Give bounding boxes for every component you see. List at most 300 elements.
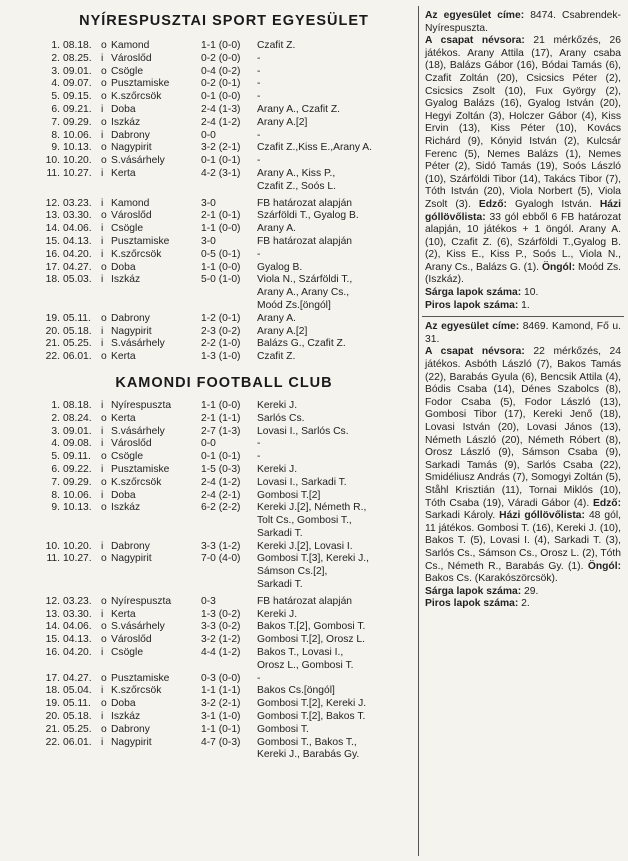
scorer-line: Kereki J. xyxy=(257,463,298,475)
match-scorers xyxy=(257,490,418,503)
match-date: 08.18. xyxy=(63,399,92,411)
match-number: 3. xyxy=(51,425,60,437)
match-number: 18. xyxy=(45,274,60,286)
match-number: 15. xyxy=(45,634,60,646)
match-date: 03.30. xyxy=(63,210,92,222)
match-scorers xyxy=(257,502,418,540)
scorer-line: Gombosi T.[2] xyxy=(257,489,321,501)
team1-title: NYÍRESPUSZTAI SPORT EGYESÜLET xyxy=(79,13,369,29)
match-opponent: Városlőd xyxy=(111,634,152,646)
match-date: 04.06. xyxy=(63,223,92,235)
info-paragraph xyxy=(425,287,621,300)
match-row xyxy=(30,634,418,647)
match-number: 21. xyxy=(45,723,60,735)
match-date: 03.23. xyxy=(63,595,92,607)
scorer-line: Gombosi T., Bakos T., xyxy=(257,736,357,748)
info-label: A csapat névsora: xyxy=(425,35,525,47)
match-venue: i xyxy=(101,103,104,115)
scorer-line: Lovasi I., Sarkadi T. xyxy=(257,476,347,488)
match-venue: i xyxy=(101,399,104,411)
match-row xyxy=(30,338,418,351)
info-paragraph xyxy=(425,300,621,313)
match-number: 9. xyxy=(51,502,60,514)
scorer-line: Moód Zs.[öngól] xyxy=(257,299,331,311)
info-paragraph xyxy=(425,346,621,585)
match-row xyxy=(30,249,418,262)
match-number: 6. xyxy=(51,463,60,475)
match-venue: i xyxy=(101,167,104,179)
match-venue: o xyxy=(101,595,107,607)
scorer-line: Szárföldi T., Gyalog B. xyxy=(257,210,359,222)
match-opponent: Iszkáz xyxy=(111,116,141,128)
match-scorers xyxy=(257,400,418,413)
match-scorers xyxy=(257,698,418,711)
scorer-line: Sarkadi T. xyxy=(257,527,303,539)
match-result: 3-3 (1-2) xyxy=(201,540,241,552)
scorer-line: Arany A.[2] xyxy=(257,325,308,337)
match-opponent: Pusztamiske xyxy=(111,463,170,475)
scorer-line: - xyxy=(257,52,261,64)
match-result: 1-1 (0-0) xyxy=(201,261,241,273)
match-opponent: Iszkáz xyxy=(111,274,141,286)
match-number: 15. xyxy=(45,235,60,247)
match-scorers xyxy=(257,621,418,634)
match-row xyxy=(30,130,418,143)
info-paragraph xyxy=(425,35,621,287)
match-venue: o xyxy=(101,78,107,90)
match-scorers xyxy=(257,464,418,477)
match-row xyxy=(30,168,418,194)
match-result: 3-2 (2-1) xyxy=(201,698,241,710)
match-number: 21. xyxy=(45,338,60,350)
match-row xyxy=(30,464,418,477)
match-number: 1. xyxy=(51,40,60,51)
match-number: 7. xyxy=(51,116,60,128)
match-number: 11. xyxy=(46,553,60,565)
match-scorers xyxy=(257,78,418,91)
match-scorers xyxy=(257,313,418,326)
match-row xyxy=(30,262,418,275)
match-row xyxy=(30,647,418,673)
scorer-line: Czafit Z. xyxy=(257,351,296,363)
team1-info xyxy=(425,10,621,312)
info-text: Moód Zs. (Iszkáz). xyxy=(425,261,621,286)
scorer-line: Viola N., Szárföldi T., xyxy=(257,274,353,286)
scorer-line: - xyxy=(257,129,261,141)
match-number: 12. xyxy=(45,595,60,607)
match-number: 2. xyxy=(51,52,60,64)
match-scorers xyxy=(257,91,418,104)
match-number: 8. xyxy=(51,489,60,501)
info-text: 22 mérkőzés, 24 játékos. Asbóth László (7), Bakos Tamás (22), Barabás Gyula (6), Bencsik Attila (4), Bódis Csaba (14), Dénes Szabolcs (8), Fodor Csaba (5), Fodor László (13), Gombosi Tibor (17), Kereki Jenő (18), Lovasi István (20), Lovasi János (13), Németh László (20), Németh Róbert (8), Orosz László (9), Sámson Csaba (9), Sarkadi Tamás (9), Sarlós Csaba (22), Smidéliusz András (7), Somogyi Zoltán (5), Ståhl Krisztián (11), Tornai Miklós (10), Tóth Csaba (19), Váradi Gábor (4). xyxy=(425,346,622,509)
match-scorers xyxy=(257,438,418,451)
info-label: Piros lapok száma: xyxy=(425,299,519,311)
info-text: 8469. Kamond, Fő u. 31. xyxy=(425,321,621,345)
match-opponent: Nagypirit xyxy=(111,142,152,154)
match-date: 09.29. xyxy=(63,116,92,128)
match-result: 4-2 (3-1) xyxy=(201,167,241,179)
match-venue: i xyxy=(101,711,104,723)
match-venue: i xyxy=(101,438,104,450)
match-opponent: Doba xyxy=(111,103,136,115)
match-row xyxy=(30,400,418,413)
match-result: 2-2 (1-0) xyxy=(201,338,241,350)
info-label: Házi góllövőlista: xyxy=(499,510,585,522)
info-label: A csapat névsora: xyxy=(425,346,525,358)
match-result: 6-2 (2-2) xyxy=(201,502,241,514)
match-opponent: Nyírespuszta xyxy=(111,595,172,607)
match-venue: i xyxy=(101,608,104,620)
match-venue: i xyxy=(101,685,104,697)
info-label: Edző: xyxy=(592,497,621,509)
match-date: 08.25. xyxy=(63,52,92,64)
scorer-line: - xyxy=(257,65,261,77)
scorer-line: Gombosi T. xyxy=(257,723,309,735)
match-scorers xyxy=(257,236,418,249)
match-row xyxy=(30,553,418,591)
match-result: 0-4 (0-2) xyxy=(201,65,241,77)
scorer-line: Czafit Z., Soós L. xyxy=(257,180,336,192)
match-venue: o xyxy=(101,40,107,51)
match-venue: o xyxy=(101,351,107,363)
match-opponent: Kamond xyxy=(111,197,150,209)
team2-results xyxy=(30,400,418,762)
match-result: 0-1 (0-1) xyxy=(201,155,241,167)
scorer-line: FB határozat alapján xyxy=(257,235,353,247)
info-label: Az egyesület címe: xyxy=(425,321,520,333)
match-row xyxy=(30,53,418,66)
match-row xyxy=(30,236,418,249)
match-row xyxy=(30,711,418,724)
scorer-line: Gyalog B. xyxy=(257,261,303,273)
match-venue: o xyxy=(101,65,107,77)
match-date: 09.15. xyxy=(63,91,92,103)
info-column xyxy=(425,10,621,611)
match-result: 0-3 (0-0) xyxy=(201,672,241,684)
scorer-line: Gombosi T.[3], Kereki J., xyxy=(257,553,369,565)
match-result: 0-3 xyxy=(201,595,216,607)
scorer-line: FB határozat alapján xyxy=(257,595,353,607)
match-date: 05.25. xyxy=(63,723,92,735)
match-result: 3-0 xyxy=(201,197,216,209)
match-date: 05.18. xyxy=(63,711,92,723)
match-venue: i xyxy=(101,540,104,552)
match-number: 17. xyxy=(45,672,60,684)
match-row xyxy=(30,609,418,622)
match-date: 10.27. xyxy=(63,553,92,565)
match-scorers xyxy=(257,634,418,647)
match-result: 2-4 (1-2) xyxy=(201,116,241,128)
match-venue: i xyxy=(101,235,104,247)
match-scorers xyxy=(257,673,418,686)
match-date: 04.27. xyxy=(63,672,92,684)
match-date: 03.30. xyxy=(63,608,92,620)
match-number: 8. xyxy=(51,129,60,141)
scorer-line: Kereki J. xyxy=(257,399,298,411)
scorer-line: - xyxy=(257,248,261,260)
match-venue: i xyxy=(101,463,104,475)
match-opponent: Városlőd xyxy=(111,438,152,450)
match-opponent: Dabrony xyxy=(111,312,150,324)
match-result: 0-1 (0-1) xyxy=(201,451,241,463)
match-venue: o xyxy=(101,142,107,154)
match-result: 3-0 xyxy=(201,235,216,247)
scorer-line: - xyxy=(257,155,261,167)
match-result: 0-1 (0-0) xyxy=(201,91,241,103)
match-row xyxy=(30,621,418,634)
match-opponent: Kamond xyxy=(111,40,150,51)
match-row xyxy=(30,40,418,53)
scorer-line: Arany A. xyxy=(257,312,296,324)
match-venue: o xyxy=(101,672,107,684)
match-row xyxy=(30,596,418,609)
info-label: Házi góllövőlista: xyxy=(425,198,621,223)
match-number: 5. xyxy=(51,451,60,463)
match-venue: i xyxy=(101,325,104,337)
match-number: 4. xyxy=(51,78,60,90)
match-date: 08.24. xyxy=(63,412,92,424)
match-opponent: Kerta xyxy=(111,412,136,424)
match-result: 2-4 (2-1) xyxy=(201,489,241,501)
match-scorers xyxy=(257,338,418,351)
match-number: 16. xyxy=(45,647,60,659)
match-row xyxy=(30,210,418,223)
match-date: 04.20. xyxy=(63,248,92,260)
match-scorers xyxy=(257,477,418,490)
match-date: 10.13. xyxy=(63,142,92,154)
match-opponent: Kerta xyxy=(111,351,136,363)
match-venue: o xyxy=(101,723,107,735)
match-venue: i xyxy=(101,197,104,209)
match-scorers xyxy=(257,711,418,724)
info-label: Az egyesület címe: xyxy=(425,10,525,21)
match-result: 0-0 xyxy=(201,129,216,141)
match-venue: i xyxy=(101,223,104,235)
match-opponent: Kerta xyxy=(111,167,136,179)
match-result: 5-0 (1-0) xyxy=(201,274,241,286)
match-venue: o xyxy=(101,553,107,565)
match-scorers xyxy=(257,737,418,763)
scorer-line: Tolt Cs., Gombosi T., xyxy=(257,515,352,527)
match-result: 1-1 (0-0) xyxy=(201,40,241,51)
match-row xyxy=(30,66,418,79)
match-number: 13. xyxy=(45,210,60,222)
match-scorers xyxy=(257,413,418,426)
match-scorers xyxy=(257,451,418,464)
info-text: Gyalogh István. xyxy=(506,198,600,210)
match-row xyxy=(30,117,418,130)
match-date: 10.06. xyxy=(63,489,92,501)
match-opponent: Városlőd xyxy=(111,210,152,222)
match-number: 22. xyxy=(45,351,60,363)
match-number: 11. xyxy=(46,167,60,179)
info-text: 33 gól ebből 6 FB határozat alapján, 10 játékos + 1 öngól. Arany A. (10), Czafit Z. (6), Szárföldi T.,Gyalog B. (2), Kiss E., Kiss P., Soós L., Viola N., Arany Cs., Balázs G. (1). xyxy=(425,211,621,273)
match-result: 7-0 (4-0) xyxy=(201,553,241,565)
match-opponent: Nyírespuszta xyxy=(111,399,172,411)
scorer-line: Czafit Z. xyxy=(257,40,296,51)
match-scorers xyxy=(257,274,418,312)
info-text: 2. xyxy=(518,598,530,610)
match-date: 05.25. xyxy=(63,338,92,350)
match-result: 2-3 (0-2) xyxy=(201,325,241,337)
match-row xyxy=(30,438,418,451)
match-row xyxy=(30,737,418,763)
match-date: 09.11. xyxy=(63,451,91,463)
match-opponent: Csögle xyxy=(111,65,144,77)
match-venue: o xyxy=(101,91,107,103)
info-text: 8474. Csabrendek-Nyírespuszta. xyxy=(425,10,621,34)
match-opponent: Csögle xyxy=(111,647,144,659)
match-number: 10. xyxy=(45,540,60,552)
match-number: 17. xyxy=(45,261,60,273)
match-opponent: Iszkáz xyxy=(111,502,141,514)
scorer-line: Lovasi I., Sarlós Cs. xyxy=(257,425,349,437)
match-date: 10.13. xyxy=(63,502,92,514)
scorer-line: - xyxy=(257,91,261,103)
match-venue: i xyxy=(101,647,104,659)
scorer-line: Bakos Cs.[öngól] xyxy=(257,685,335,697)
match-row xyxy=(30,223,418,236)
match-opponent: Városlőd xyxy=(111,52,152,64)
info-paragraph xyxy=(425,598,621,611)
match-scorers xyxy=(257,249,418,262)
match-number: 3. xyxy=(51,65,60,77)
scorer-line: Arany A., Arany Cs., xyxy=(257,287,350,299)
info-label: Edző: xyxy=(478,198,507,210)
scorer-line: Balázs G., Czafit Z. xyxy=(257,338,346,350)
match-result: 1-1 (0-1) xyxy=(201,723,241,735)
match-row xyxy=(30,351,418,364)
scorer-line: - xyxy=(257,438,261,450)
match-venue: o xyxy=(101,451,107,463)
info-text: Sarkadi Károly. xyxy=(425,510,500,522)
match-result: 1-5 (0-3) xyxy=(201,463,241,475)
match-scorers xyxy=(257,198,418,211)
match-opponent: Doba xyxy=(111,698,136,710)
match-venue: i xyxy=(101,489,104,501)
match-date: 04.13. xyxy=(63,634,92,646)
match-date: 10.20. xyxy=(63,540,92,552)
match-result: 3-3 (0-2) xyxy=(201,621,241,633)
match-number: 7. xyxy=(51,476,60,488)
match-scorers xyxy=(257,685,418,698)
match-date: 10.20. xyxy=(63,155,92,167)
match-result: 2-1 (1-1) xyxy=(201,412,241,424)
match-opponent: Nagypirit xyxy=(111,325,152,337)
match-scorers xyxy=(257,262,418,275)
match-opponent: Dabrony xyxy=(111,129,150,141)
scorer-line: Bakos T.[2], Gombosi T. xyxy=(257,621,366,633)
match-number: 12. xyxy=(45,197,60,209)
match-number: 20. xyxy=(45,325,60,337)
match-venue: o xyxy=(101,312,107,324)
match-result: 0-0 xyxy=(201,438,216,450)
info-paragraph xyxy=(425,10,621,35)
scorer-line: Arany A.[2] xyxy=(257,116,308,128)
match-row xyxy=(30,91,418,104)
match-row xyxy=(30,451,418,464)
match-venue: o xyxy=(101,502,107,514)
match-date: 08.18. xyxy=(63,40,92,51)
match-date: 09.01. xyxy=(63,425,92,437)
match-date: 05.11. xyxy=(63,698,91,710)
match-date: 04.20. xyxy=(63,647,92,659)
match-venue: o xyxy=(101,210,107,222)
info-paragraph xyxy=(425,586,621,599)
match-result: 2-7 (1-3) xyxy=(201,425,241,437)
column-divider xyxy=(418,6,419,856)
info-label: Sárga lapok száma: xyxy=(425,287,522,299)
match-number: 4. xyxy=(51,438,60,450)
match-scorers xyxy=(257,210,418,223)
match-venue: o xyxy=(101,412,107,424)
match-date: 04.13. xyxy=(63,235,92,247)
match-date: 03.23. xyxy=(63,197,92,209)
match-scorers xyxy=(257,596,418,609)
match-scorers xyxy=(257,223,418,236)
team2-title: KAMONDI FOOTBALL CLUB xyxy=(115,374,333,391)
info-label: Piros lapok száma: xyxy=(425,598,519,610)
match-scorers xyxy=(257,426,418,439)
scorer-line: Arany A., Kiss P., xyxy=(257,167,336,179)
info-label: Öngól: xyxy=(541,261,576,273)
match-opponent: Dabrony xyxy=(111,723,150,735)
match-scorers xyxy=(257,553,418,591)
match-number: 16. xyxy=(45,248,60,260)
match-row xyxy=(30,426,418,439)
match-date: 05.03. xyxy=(63,274,92,286)
match-opponent: K.szőrcsök xyxy=(111,685,162,697)
match-row xyxy=(30,142,418,155)
match-result: 1-1 (1-1) xyxy=(201,685,241,697)
match-opponent: S.vásárhely xyxy=(111,621,165,633)
scorer-line: Kereki J. xyxy=(257,608,298,620)
match-number: 10. xyxy=(45,155,60,167)
match-venue: i xyxy=(101,248,104,260)
match-date: 05.18. xyxy=(63,325,92,337)
match-result: 1-3 (0-2) xyxy=(201,608,241,620)
match-scorers xyxy=(257,647,418,673)
match-row xyxy=(30,698,418,711)
match-venue: o xyxy=(101,698,107,710)
match-result: 4-7 (0-3) xyxy=(201,736,241,748)
match-result: 1-1 (0-0) xyxy=(201,399,241,411)
match-venue: o xyxy=(101,621,107,633)
scorer-line: Arany A., Czafit Z. xyxy=(257,103,340,115)
match-row xyxy=(30,326,418,339)
match-venue: i xyxy=(101,274,104,286)
match-venue: o xyxy=(101,116,107,128)
match-row xyxy=(30,155,418,168)
match-number: 14. xyxy=(45,621,60,633)
match-opponent: K.szőrcsök xyxy=(111,91,162,103)
match-scorers xyxy=(257,142,418,155)
scorer-line: Kereki J.[2], Lovasi I. xyxy=(257,540,353,552)
match-scorers xyxy=(257,724,418,737)
match-scorers xyxy=(257,609,418,622)
match-scorers xyxy=(257,155,418,168)
match-result: 2-1 (0-1) xyxy=(201,210,241,222)
match-number: 2. xyxy=(51,412,60,424)
match-opponent: Kerta xyxy=(111,608,136,620)
scorer-line: Sarkadi T. xyxy=(257,579,303,591)
match-number: 9. xyxy=(51,142,60,154)
match-row xyxy=(30,541,418,554)
match-scorers xyxy=(257,326,418,339)
match-opponent: Pusztamiske xyxy=(111,235,170,247)
match-venue: i xyxy=(101,425,104,437)
match-row xyxy=(30,413,418,426)
